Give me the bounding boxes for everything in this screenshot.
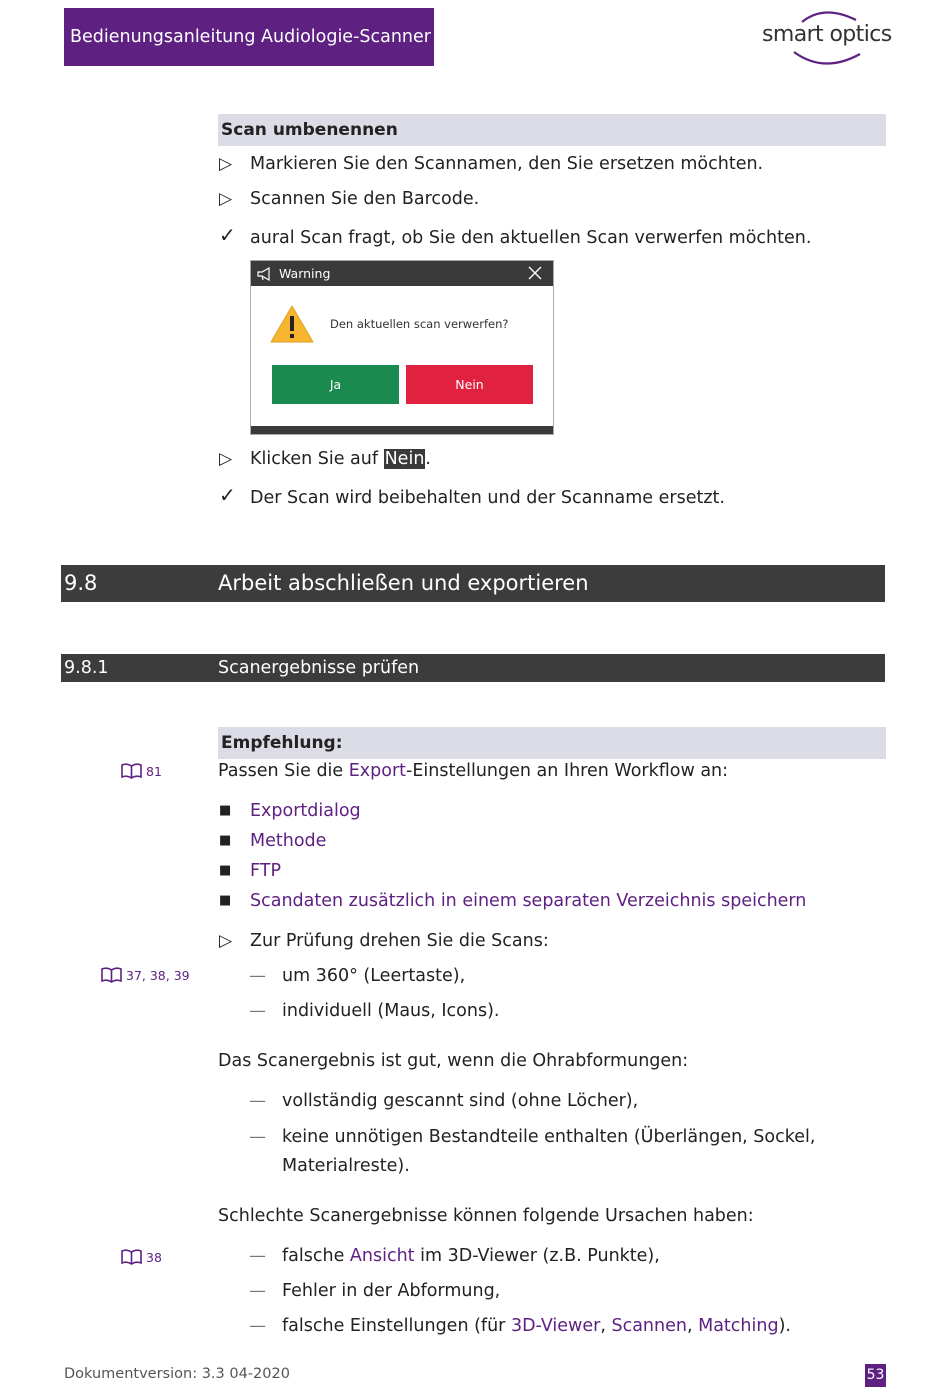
subsection-title: Scanergebnisse prüfen bbox=[218, 658, 420, 678]
recommendation-intro bbox=[218, 759, 728, 783]
dash-icon: — bbox=[249, 966, 266, 986]
scannen-link[interactable]: Scannen bbox=[611, 1316, 687, 1336]
close-icon[interactable] bbox=[528, 266, 542, 280]
bullet-icon: ■ bbox=[219, 893, 232, 908]
warning-dialog bbox=[250, 260, 554, 435]
section-number: 9.8 bbox=[64, 571, 98, 595]
dash-icon: — bbox=[249, 1127, 266, 1147]
matching-link[interactable]: Matching bbox=[698, 1316, 779, 1336]
dash-icon: — bbox=[249, 1091, 266, 1111]
rename-step-1: Markieren Sie den Scannamen, den Sie ersetzen möchten. bbox=[250, 154, 764, 174]
step-arrow-icon: ▷ bbox=[219, 931, 233, 951]
bad-item-1-text: falsche bbox=[282, 1246, 350, 1266]
step-arrow-icon: ▷ bbox=[219, 189, 233, 209]
rename-heading: Scan umbenennen bbox=[218, 114, 886, 146]
document-version: Dokumentversion: 3.3 04-2020 bbox=[64, 1366, 290, 1382]
book-icon bbox=[121, 763, 142, 779]
methode-link[interactable]: Methode bbox=[250, 831, 327, 851]
section-title: Arbeit abschließen und exportieren bbox=[218, 571, 589, 595]
bullet-icon: ■ bbox=[219, 833, 232, 848]
nein-button-label: Nein bbox=[384, 449, 425, 469]
subsection-heading bbox=[61, 654, 885, 682]
rename-step-3 bbox=[250, 447, 431, 471]
subsection-number: 9.8.1 bbox=[64, 658, 109, 678]
book-icon bbox=[121, 1249, 142, 1265]
rename-result-1: aural Scan fragt, ob Sie den aktuellen Scan verwerfen möchten. bbox=[250, 228, 812, 248]
rotate-sub-2: individuell (Maus, Icons). bbox=[282, 1001, 500, 1021]
header-title: Bedienungsanleitung Audiologie-Scanner bbox=[64, 8, 434, 66]
section-heading bbox=[61, 565, 885, 602]
recommendation-heading: Empfehlung: bbox=[218, 727, 886, 759]
intro-text: Passen Sie die bbox=[218, 761, 349, 781]
bad-item-1 bbox=[282, 1244, 660, 1268]
bullet-icon: ■ bbox=[219, 863, 232, 878]
page-ref-2[interactable] bbox=[101, 967, 190, 984]
step-3-period: . bbox=[425, 449, 431, 469]
exportdialog-link[interactable]: Exportdialog bbox=[250, 801, 361, 821]
ftp-link[interactable]: FTP bbox=[250, 861, 282, 881]
scandaten-link[interactable]: Scandaten zusätzlich in einem separaten Verzeichnis speichern bbox=[250, 891, 807, 911]
bullet-icon: ■ bbox=[219, 803, 232, 818]
good-item-2-line-1: keine unnötigen Bestandteile enthalten (Überlängen, Sockel, bbox=[282, 1127, 816, 1147]
dialog-title: Warning bbox=[279, 266, 331, 281]
good-item-1: vollständig gescannt sind (ohne Löcher), bbox=[282, 1091, 639, 1111]
brand-logo bbox=[762, 8, 892, 68]
step-arrow-icon: ▷ bbox=[219, 449, 233, 469]
page-ref-3[interactable] bbox=[121, 1249, 162, 1266]
ansicht-link[interactable]: Ansicht bbox=[349, 1246, 415, 1266]
rotate-sub-1: um 360° (Leertaste), bbox=[282, 966, 466, 986]
good-intro: Das Scanergebnis ist gut, wenn die Ohrabformungen: bbox=[218, 1051, 689, 1071]
yes-button[interactable]: Ja bbox=[272, 365, 399, 404]
page-ref-2-number: 37, 38, 39 bbox=[126, 968, 190, 983]
bad-item-3-text: falsche Einstellungen (für bbox=[282, 1316, 511, 1336]
rename-result-2: Der Scan wird beibehalten und der Scanname ersetzt. bbox=[250, 488, 725, 508]
bad-item-3 bbox=[282, 1314, 791, 1338]
separator: , bbox=[686, 1316, 699, 1336]
rename-step-2: Scannen Sie den Barcode. bbox=[250, 189, 480, 209]
page-ref-3-number: 38 bbox=[146, 1250, 162, 1265]
export-link[interactable]: Export bbox=[348, 761, 407, 781]
page-ref-1[interactable] bbox=[121, 763, 162, 780]
good-item-2-line-2: Materialreste). bbox=[282, 1156, 410, 1176]
dash-icon: — bbox=[249, 1316, 266, 1336]
bad-item-1-text-end: im 3D-Viewer (z.B. Punkte), bbox=[414, 1246, 660, 1266]
book-icon bbox=[101, 967, 122, 983]
separator: , bbox=[600, 1316, 612, 1336]
step-3-text: Klicken Sie auf bbox=[250, 449, 384, 469]
page-number: 53 bbox=[865, 1364, 886, 1387]
megaphone-icon bbox=[257, 267, 273, 281]
bad-item-3-text-end: ). bbox=[778, 1316, 791, 1336]
dialog-bottom-bar bbox=[251, 426, 553, 434]
dash-icon: — bbox=[249, 1281, 266, 1301]
logo-text: smart optics bbox=[762, 22, 892, 47]
dash-icon: — bbox=[249, 1246, 266, 1266]
bad-item-2: Fehler in der Abformung, bbox=[282, 1281, 501, 1301]
step-arrow-icon: ▷ bbox=[219, 154, 233, 174]
warning-triangle-icon bbox=[269, 304, 315, 344]
checkmark-icon: ✓ bbox=[219, 483, 236, 507]
3d-viewer-link[interactable]: 3D-Viewer bbox=[510, 1316, 601, 1336]
dash-icon: — bbox=[249, 1001, 266, 1021]
checkmark-icon: ✓ bbox=[219, 223, 236, 247]
bad-intro: Schlechte Scanergebnisse können folgende Ursachen haben: bbox=[218, 1206, 754, 1226]
rotate-step: Zur Prüfung drehen Sie die Scans: bbox=[250, 931, 549, 951]
dialog-message: Den aktuellen scan verwerfen? bbox=[330, 317, 509, 331]
dialog-titlebar bbox=[251, 261, 553, 286]
page-ref-1-number: 81 bbox=[146, 764, 162, 779]
intro-text-end: -Einstellungen an Ihren Workflow an: bbox=[406, 761, 729, 781]
no-button[interactable]: Nein bbox=[406, 365, 533, 404]
